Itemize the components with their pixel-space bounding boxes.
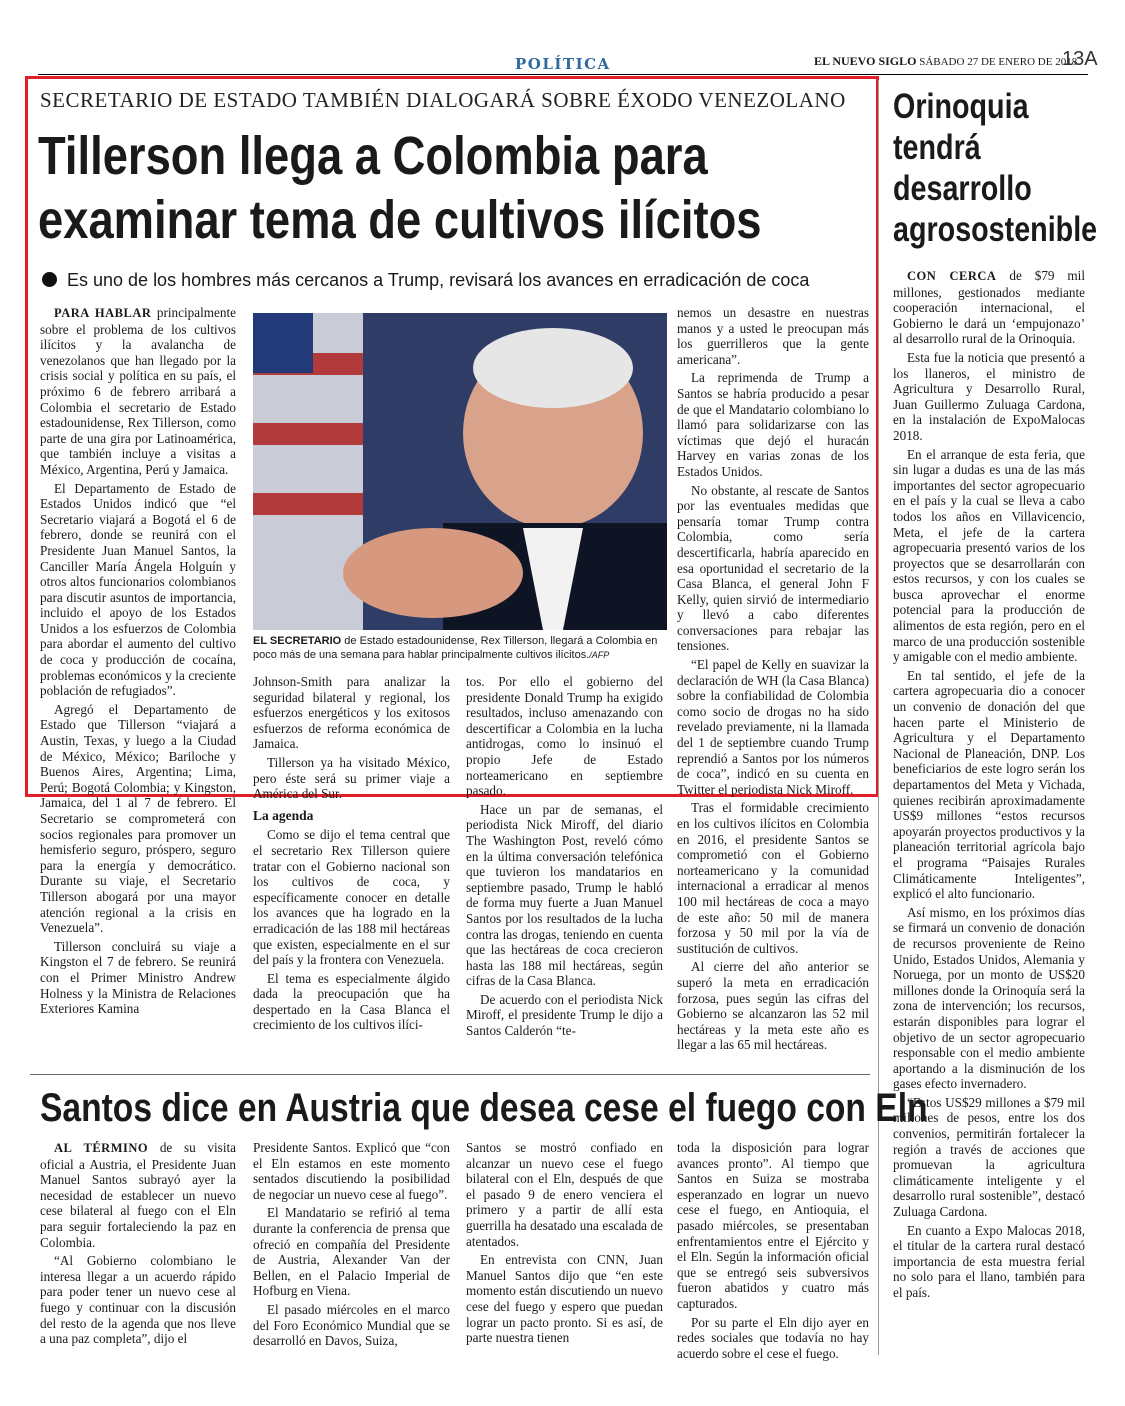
paragraph: En tal sentido, el jefe de la cartera agropecuaria dio a conocer un convenio de donación del que hacen parte el Ministerio de Agricultura y el Departamento Nacional de Planeación, DNP. Los beneficiarios de este logro serán los departamentos del Meta y Vichada, quienes recibirán aproximadamente US$9 millones “estos recursos apoyarán proyectos productivos y la planeación territorial agrícola bajo el programa “Paisajes Rurales Climáticamente Inteligentes”, explicó el alto funcionario. bbox=[893, 667, 1085, 902]
paragraph bbox=[40, 1140, 236, 1250]
paragraph: tos. Por ello el gobierno del presidente Donald Trump ha exigido resultados, incluso amenazando con descertificar a Colombia en la lucha antidrogas, como lo insinuó el propio Jefe de Estado norteamericano en septiembre pasado. bbox=[466, 674, 663, 799]
paragraph: “Al Gobierno colombiano le interesa llegar a un acuerdo rápido para poder tener un nuevo cese al fuego y continuar con la discusión del resto de la agenda que nos lleve a una paz completa”, dijo el bbox=[40, 1253, 236, 1347]
bullet-icon bbox=[42, 272, 57, 287]
paragraph: Como se dijo el tema central que el secretario Rex Tillerson quiere tratar con el Gobierno nacional son los cultivos de coca, y específicamente conocer en detalle los avances que ha logrado en la erradicación de las 188 mil hectáreas que existen, especialmente en el sur del país y la frontera con Venezuela. bbox=[253, 827, 450, 968]
article-title-line-2: examinar tema de cultivos ilícitos bbox=[38, 190, 762, 250]
sidebar-title bbox=[893, 86, 1098, 250]
second-column-2 bbox=[253, 1140, 450, 1352]
second-column-3 bbox=[466, 1140, 663, 1349]
article-column-2 bbox=[253, 674, 450, 1036]
page-header-info bbox=[814, 54, 1077, 69]
sidebar-title-line: desarrollo bbox=[893, 169, 1032, 208]
sidebar-article bbox=[893, 268, 1085, 1304]
paragraph: nemos un desastre en nuestras manos y a usted le preocupan más los guerrilleros que la gente americana”. bbox=[677, 305, 869, 367]
article-subtitle-text: Es uno de los hombres más cercanos a Trump, revisará los avances en erradicación de coca bbox=[67, 270, 810, 290]
caption-lead: EL SECRETARIO bbox=[253, 635, 342, 647]
paragraph bbox=[40, 305, 236, 478]
sidebar-title-line: agrosostenible bbox=[893, 210, 1098, 249]
paragraph: No obstante, al rescate de Santos por las eventuales medidas que pensaría tomar Trump contra Colombia, como sería descertificarla, habría aparecido en esa oportunidad el secretario de la Casa Blanca, el general John F Kelly, quien sirvió de intermediario y llevó a cabo diferentes conversaciones para rebajar las tensiones. bbox=[677, 482, 869, 654]
paragraph bbox=[893, 268, 1085, 347]
article-column-3 bbox=[466, 674, 663, 1042]
article-subtitle bbox=[42, 270, 809, 291]
header-rule bbox=[38, 74, 1088, 75]
paragraph: Tillerson concluirá su viaje a Kingston el 7 de febrero. Se reunirá con el Primer Ministro Andrew Holness y la Ministra de Relaciones Exteriores Kamina bbox=[40, 938, 236, 1017]
caption-credit: /AFP bbox=[589, 650, 610, 660]
paragraph: En cuanto a Expo Malocas 2018, el titular de la cartera rural destacó importancia de esta muestra ferial no solo para el llano, también para el país. bbox=[893, 1222, 1085, 1300]
issue-date: SÁBADO 27 DE ENERO DE 2018 bbox=[919, 56, 1078, 68]
lead-in: AL TÉRMINO bbox=[54, 1141, 149, 1155]
paragraph-text: de su visita oficial a Austria, el Presidente Juan Manuel Santos subrayó ayer la necesidad de establecer un nuevo cese bilateral al fuego con el Eln para seguir fortaleciendo la paz en Colombia. bbox=[40, 1140, 236, 1250]
paragraph: En entrevista con CNN, Juan Manuel Santos dijo que “en este momento están discutiendo un nuevo cese del fuego y espero que puedan lograr un pacto pronto. Si es así, de parte nuestra tienen bbox=[466, 1252, 663, 1346]
paragraph: El pasado miércoles en el marco del Foro Económico Mundial que se desarrolló en Davos, Suiza, bbox=[253, 1301, 450, 1349]
paper-name: EL NUEVO SIGLO bbox=[814, 54, 917, 68]
lead-in: CON CERCA bbox=[907, 269, 997, 283]
paragraph: Al cierre del año anterior se superó la meta en erradicación forzosa, pues según las cifras del Gobierno se alcanzaron las 52 mil hectáreas y la meta este año es llegar a las 65 mil hectáreas. bbox=[677, 959, 869, 1053]
paragraph: El Departamento de Estado de Estados Unidos indicó que “el Secretario viajará a Bogotá el 6 de febrero, donde se reunirá con el Presidente Juan Manuel Santos, la Canciller María Ángela Holguín y otros altos funcionarios colombianos para discutir asuntos de importancia, incluido el apoyo de los Estados Unidos a los esfuerzos de Colombia para abordar el aumento del cultivo de coca y producción de cocaína, problemas económicos y la creciente población de refugiados”. bbox=[40, 480, 236, 699]
sidebar-title-line: tendrá bbox=[893, 128, 981, 167]
article-title-line-1: Tillerson llega a Colombia para bbox=[38, 126, 708, 186]
page-number: 13A bbox=[1062, 48, 1098, 70]
paragraph: Esta fue la noticia que presentó a los llaneros, el ministro de Agricultura y Desarrollo Rural, Juan Guillermo Zuluaga Cardona, en la instalación de ExpoMalocas 2018. bbox=[893, 349, 1085, 443]
paragraph: El tema es especialmente álgido dada la preocupación que ha despertado en la Casa Blanca el crecimiento de los cultivos ilíci- bbox=[253, 970, 450, 1033]
paragraph-text: de $79 mil millones, gestionados mediante cooperación internacional, el Gobierno le dará un ‘empujonazo’ al desarrollo rural de la Orinoquia. bbox=[893, 268, 1085, 347]
paragraph: toda la disposición para lograr avances pronto”. Al tiempo que Santos en Suiza se mostraba esperanzado en lograr un nuevo cese el fuego, en Antioquia, el pasado miércoles, se presentaban enfrentamientos entre el Ejército y el Eln. Según la información oficial que se entregó seis subversivos fueron abatidos y cuatro más capturados. bbox=[677, 1140, 869, 1311]
section-heading: La agenda bbox=[253, 807, 314, 823]
paragraph: De acuerdo con el periodista Nick Miroff, el presidente Trump le dijo a Santos Calderón “te- bbox=[466, 991, 663, 1039]
paragraph: Presidente Santos. Explicó que “con el Eln estamos en este momento sentados discutiendo la posibilidad de negociar un nuevo cese al fuego”. bbox=[253, 1140, 450, 1202]
paragraph: El Mandatario se refirió al tema durante la conferencia de prensa que ofreció en compañía del Presidente de Austria, Alexander Van der Bellen, en el Palacio Imperial de Hofburg en Viena. bbox=[253, 1205, 450, 1299]
paragraph: Agregó el Departamento de Estado que Tillerson “viajará a Austin, Texas, y luego a la Ciudad de México, México; Bariloche y Buenos Aires, Argentina; Lima, Perú; Bogotá Colombia; y Kingston, Jamaica, del 1 al 7 de febrero. El Secretario se comprometerá con socios regionales para promover un hemisferio seguro, próspero, seguro para la energía y democrático. Durante su viaje, el Secretario Tillerson abogará por una mayor atención regional a la crisis en Venezuela”. bbox=[40, 701, 236, 936]
second-article-title: Santos dice en Austria que desea cese el fuego con Eln bbox=[40, 1086, 928, 1130]
paragraph: “Estos US$29 millones a $79 mil millones de pesos, entre los dos convenios, permitirán fortalecer la región a través de acciones que promuevan la agricultura climáticamente inteligente y el desarrollo rural sostenible”, destacó Zuluaga Cardona. bbox=[893, 1094, 1085, 1220]
article-column-4 bbox=[677, 305, 869, 1056]
paragraph: La reprimenda de Trump a Santos se habría producido a pesar de que el Mandatario colombiano lo llamó para solidarizarse con las víctimas que dejó el huracán Harvey en varias zonas de los Estados Unidos. bbox=[677, 370, 869, 479]
section-rule bbox=[30, 1074, 870, 1075]
paragraph: Johnson-Smith para analizar la seguridad bilateral y regional, los esfuerzos energéticos y los exitosos esfuerzos de reforma económica de Jamaica. bbox=[253, 674, 450, 752]
paragraph: Hace un par de semanas, el periodista Nick Miroff, del diario The Washington Post, reveló cómo en la última conversación telefónica que tuvieron los mandatarios en septiembre pasado, Trump le habló de forma muy fuerte a Juan Manuel Santos por los resultados de la lucha contra las drogas, teniendo en cuenta que las hectáreas de coca crecieron hasta las 188 mil hectáreas, según cifras de la Casa Blanca. bbox=[466, 801, 663, 989]
article-column-1 bbox=[40, 305, 236, 1020]
paragraph: Tras el formidable crecimiento en los cultivos ilícitos en Colombia en 2016, el presidente Santos se comprometió con el Gobierno norteamericano y la comunidad internacional a erradicar al menos 100 mil hectáreas de coca a mayo de este año: 50 mil de manera forzosa y 50 mil por la vía de sustitución de cultivos. bbox=[677, 800, 869, 956]
tillerson-photo bbox=[253, 313, 667, 630]
second-column-4 bbox=[677, 1140, 869, 1364]
photo-caption bbox=[253, 634, 667, 662]
paragraph: Santos se mostró confiado en alcanzar un nuevo cese el fuego bilateral con el Eln, después de que el pasado 9 de enero venciera el primero y a partir de allí esta guerrilla ha desatado una escalada de atentados. bbox=[466, 1140, 663, 1249]
paragraph: En el arranque de esta feria, que sin lugar a dudas es una de las más importantes del sector agropecuario en el país y la cual se lleva a cabo todos los años en Villavicencio, Meta, el jefe de la cartera agropecuaria presentó varios de los proyectos que se desarrollarán con estos recursos, y con los cuales se busca aprovechar el enorme potencial para la producción de alimentos de esta región, pero en el marco de una producción sostenible y amigable con el medio ambiente. bbox=[893, 446, 1085, 665]
column-divider bbox=[878, 80, 879, 1355]
article-kicker: SECRETARIO DE ESTADO TAMBIÉN DIALOGARÁ SOBRE ÉXODO VENEZOLANO bbox=[40, 88, 846, 112]
paragraph-text: principalmente sobre el problema de los cultivos ilícitos y la avalancha de venezolanos que han llegado por la crisis social y política en su país, el próximo 6 de febrero arribará a Colombia el secretario de Estado estadounidense, Rex Tillerson, como parte de una gira por Latinoamérica, que también incluye a visitas a México, Argentina, Perú y Jamaica. bbox=[40, 305, 236, 477]
paragraph: Así mismo, en los próximos días se firmará un convenio de donación de recursos proveniente de Reino Unido, Estados Unidos, Alemania y Noruega, por un monto de US$20 millones donde la Orinoquía será la zona de intervención; los recursos, estarán disponibles para lograr el objetivo de un sector agropecuario responsable con el medio ambiente aportando a la disminución de los gases efecto invernadero. bbox=[893, 904, 1085, 1092]
sidebar-title-line: Orinoquia bbox=[893, 87, 1029, 126]
paragraph: “El papel de Kelly en suavizar la declaración de WH (la Casa Blanca) sobre la confiabilidad de Colombia como socio de drogas no ha sido revelado previamente, ni la llamada del 1 de septiembre cuando Trump reprendió a Santos por los números de coca”, indicó en su cuenta en Twitter el periodista Nick Miroff. bbox=[677, 657, 869, 797]
lead-in: PARA HABLAR bbox=[54, 306, 152, 320]
paragraph: Tillerson ya ha visitado México, pero éste será su primer viaje a América del Sur. bbox=[253, 754, 450, 802]
article-title bbox=[38, 124, 762, 252]
paragraph: Por su parte el Eln dijo ayer en redes sociales que todavía no hay acuerdo sobre el cese el fuego. bbox=[677, 1314, 869, 1361]
second-column-1 bbox=[40, 1140, 236, 1350]
section-label: POLÍTICA bbox=[515, 55, 611, 73]
caption-text: de Estado estadounidense, Rex Tillerson, llegará a Colombia en poco más de una semana para hablar principalmente cultivos ilícitos. bbox=[253, 635, 658, 661]
